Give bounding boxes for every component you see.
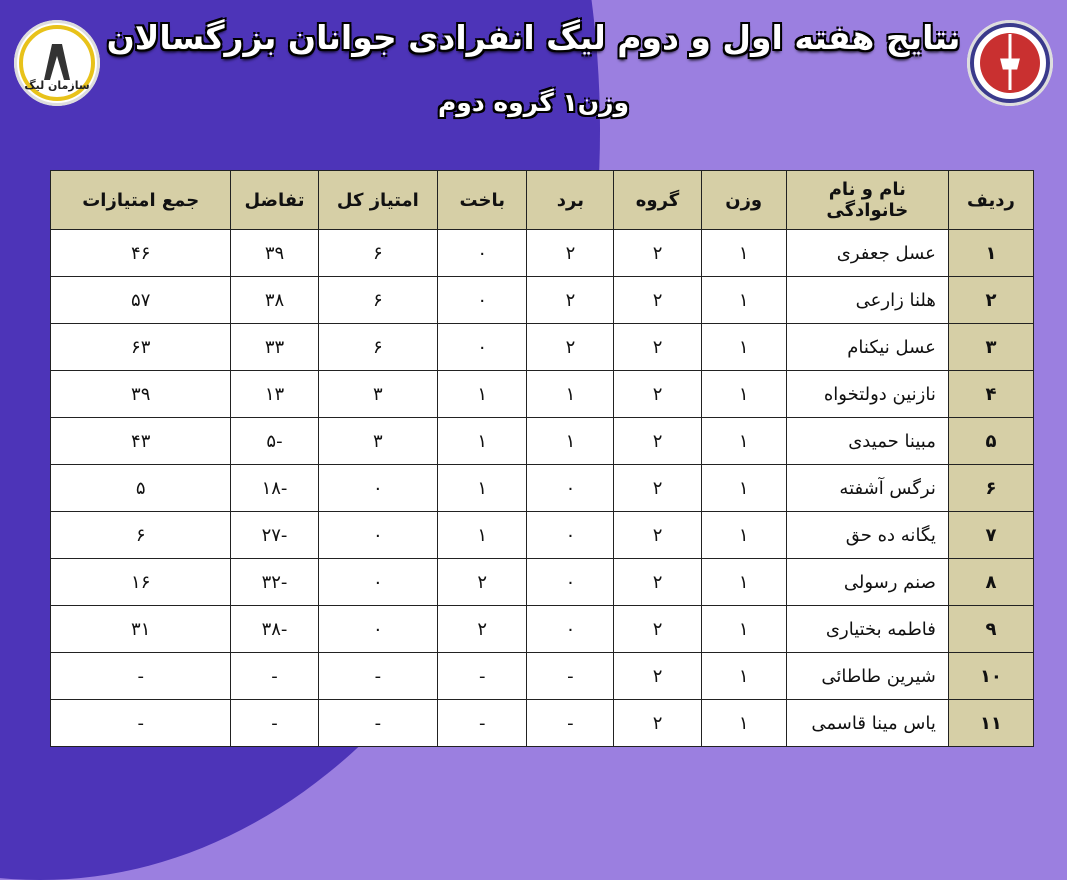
table-cell: ۲ — [527, 277, 614, 324]
table-cell: ۲ — [614, 465, 701, 512]
rank-cell: ۶ — [948, 465, 1033, 512]
table-cell: ۰ — [527, 465, 614, 512]
table-cell: ۱ — [701, 559, 786, 606]
rank-cell: ۵ — [948, 418, 1033, 465]
table-cell: ۲ — [614, 700, 701, 747]
table-cell: -۵ — [231, 418, 318, 465]
table-cell: ۱ — [527, 418, 614, 465]
table-cell: ۱ — [701, 230, 786, 277]
table-row — [51, 418, 1034, 465]
table-cell: - — [51, 653, 231, 700]
table-header-row — [51, 171, 1034, 230]
name-cell: عسل جعفری — [786, 230, 948, 277]
table-cell: ۳۹ — [231, 230, 318, 277]
column-header: گروه — [614, 171, 701, 230]
table-cell: ۳۱ — [51, 606, 231, 653]
table-cell: -۳۲ — [231, 559, 318, 606]
table-cell: -۲۷ — [231, 512, 318, 559]
table-cell: ۱ — [438, 371, 527, 418]
table-body — [51, 230, 1034, 747]
table-row — [51, 277, 1034, 324]
table-cell: - — [527, 653, 614, 700]
table-cell: ۰ — [527, 606, 614, 653]
table-cell: - — [231, 653, 318, 700]
table-cell: ۳ — [318, 371, 438, 418]
table-cell: ۱ — [701, 324, 786, 371]
table-cell: - — [438, 653, 527, 700]
name-cell: شیرین طاطائی — [786, 653, 948, 700]
table-cell: ۲ — [527, 324, 614, 371]
column-header: باخت — [438, 171, 527, 230]
table-cell: ۵۷ — [51, 277, 231, 324]
table-cell: - — [438, 700, 527, 747]
table-row — [51, 324, 1034, 371]
rank-cell: ۲ — [948, 277, 1033, 324]
table-cell: ۲ — [527, 230, 614, 277]
table-cell: ۴۶ — [51, 230, 231, 277]
table-cell: ۱ — [701, 465, 786, 512]
rank-cell: ۳ — [948, 324, 1033, 371]
table-cell: ۲ — [614, 277, 701, 324]
table-cell: ۵ — [51, 465, 231, 512]
table-row — [51, 465, 1034, 512]
name-cell: نرگس آشفته — [786, 465, 948, 512]
table-cell: ۱ — [701, 653, 786, 700]
table-cell: ۲ — [614, 371, 701, 418]
column-header: وزن — [701, 171, 786, 230]
rank-cell: ۴ — [948, 371, 1033, 418]
table-cell: ۱ — [438, 512, 527, 559]
name-cell: یاس مینا قاسمی — [786, 700, 948, 747]
table-cell: ۶۳ — [51, 324, 231, 371]
table-row — [51, 559, 1034, 606]
rank-cell: ۷ — [948, 512, 1033, 559]
table-cell: ۶ — [318, 277, 438, 324]
rank-cell: ۱ — [948, 230, 1033, 277]
table-cell: ۱ — [701, 700, 786, 747]
table-cell: ۰ — [318, 559, 438, 606]
table-cell: ۳۹ — [51, 371, 231, 418]
page-subtitle: وزن۱ گروه دوم — [437, 88, 630, 117]
table-cell: ۰ — [527, 559, 614, 606]
name-cell: صنم رسولی — [786, 559, 948, 606]
column-header: نام و نام خانوادگی — [786, 171, 948, 230]
table-cell: ۱ — [701, 418, 786, 465]
table-row — [51, 653, 1034, 700]
table-cell: - — [318, 653, 438, 700]
table-cell: - — [231, 700, 318, 747]
table-cell: ۱ — [438, 465, 527, 512]
table-cell: ۱۶ — [51, 559, 231, 606]
table-row — [51, 371, 1034, 418]
table-cell: ۱ — [527, 371, 614, 418]
table-cell: -۳۸ — [231, 606, 318, 653]
column-header: ردیف — [948, 171, 1033, 230]
name-cell: یگانه ده حق — [786, 512, 948, 559]
table-cell: ۱ — [701, 512, 786, 559]
rank-cell: ۸ — [948, 559, 1033, 606]
table-cell: ۲ — [438, 606, 527, 653]
page-title: نتایج هفته اول و دوم لیگ انفرادی جوانان بزرگسالان — [106, 18, 961, 57]
table-cell: ۶ — [318, 230, 438, 277]
table-cell: ۰ — [318, 512, 438, 559]
table-cell: ۳ — [318, 418, 438, 465]
table-cell: ۳۸ — [231, 277, 318, 324]
name-cell: مبینا حمیدی — [786, 418, 948, 465]
table-cell: ۱ — [701, 277, 786, 324]
table-cell: ۱۳ — [231, 371, 318, 418]
results-table — [50, 170, 1034, 747]
league-logo-text: سازمان لیگ — [24, 79, 90, 92]
name-cell: هلنا زارعی — [786, 277, 948, 324]
rank-cell: ۱۱ — [948, 700, 1033, 747]
table-cell: ۲ — [614, 324, 701, 371]
table-cell: ۰ — [438, 230, 527, 277]
table-cell: ۰ — [438, 277, 527, 324]
table-cell: - — [527, 700, 614, 747]
column-header: امتیاز کل — [318, 171, 438, 230]
table-row — [51, 512, 1034, 559]
table-cell: ۲ — [614, 512, 701, 559]
table-cell: ۲ — [614, 418, 701, 465]
column-header: برد — [527, 171, 614, 230]
table-cell: - — [318, 700, 438, 747]
table-cell: ۲ — [614, 559, 701, 606]
name-cell: فاطمه بختیاری — [786, 606, 948, 653]
name-cell: نازنین دولتخواه — [786, 371, 948, 418]
table-row — [51, 606, 1034, 653]
name-cell: عسل نیکنام — [786, 324, 948, 371]
table-cell: ۳۳ — [231, 324, 318, 371]
table-cell: ۱ — [438, 418, 527, 465]
column-header: جمع امتیازات — [51, 171, 231, 230]
table-cell: ۰ — [318, 465, 438, 512]
table-cell: ۱ — [701, 606, 786, 653]
table-cell: ۰ — [318, 606, 438, 653]
table-cell: ۱ — [701, 371, 786, 418]
column-header: تفاضل — [231, 171, 318, 230]
table-cell: ۲ — [614, 653, 701, 700]
table-cell: ۲ — [614, 230, 701, 277]
table-cell: ۲ — [438, 559, 527, 606]
table-cell: -۱۸ — [231, 465, 318, 512]
rank-cell: ۹ — [948, 606, 1033, 653]
table-cell: ۶ — [51, 512, 231, 559]
table-row — [51, 700, 1034, 747]
table-row — [51, 230, 1034, 277]
table-cell: ۰ — [527, 512, 614, 559]
table-cell: ۰ — [438, 324, 527, 371]
table-cell: ۶ — [318, 324, 438, 371]
table-cell: - — [51, 700, 231, 747]
table-cell: ۲ — [614, 606, 701, 653]
rank-cell: ۱۰ — [948, 653, 1033, 700]
table-cell: ۴۳ — [51, 418, 231, 465]
